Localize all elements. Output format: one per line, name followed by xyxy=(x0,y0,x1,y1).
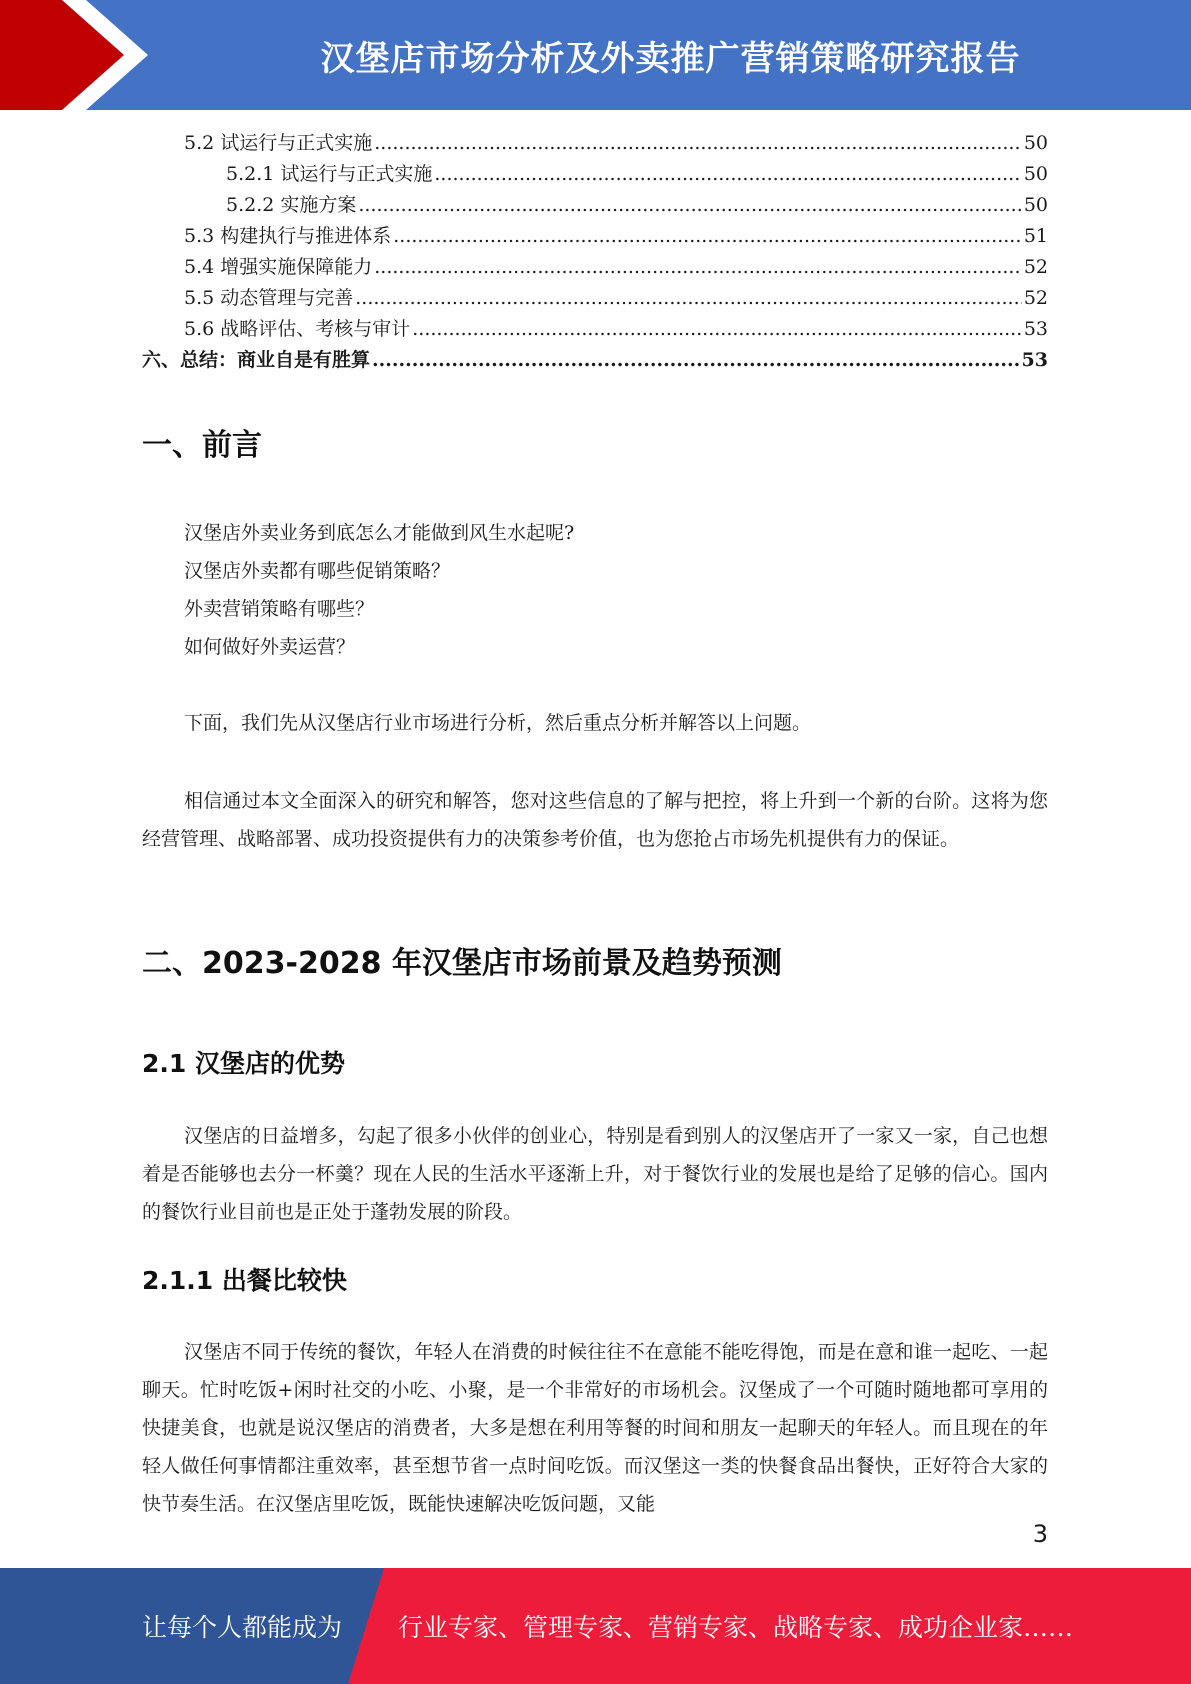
toc-entry-page: 52 xyxy=(1023,256,1048,278)
toc-entry-page: 50 xyxy=(1023,163,1048,185)
toc-entry[interactable] xyxy=(142,345,1048,376)
toc-leader xyxy=(355,283,1022,314)
toc-entry-label: 5.3 构建执行与推进体系 xyxy=(184,225,392,247)
paragraph: 下面，我们先从汉堡店行业市场进行分析，然后重点分析并解答以上问题。 xyxy=(184,712,812,734)
paragraph: 汉堡店不同于传统的餐饮，年轻人在消费的时候往往不在意能不能吃得饱，而是在意和谁一起吃、一起聊天。忙时吃饭+闲时社交的小吃、小聚，是一个非常好的市场机会。汉堡成了一个可随时随地都可享用的快捷美食，也就是说汉堡店的消费者，大多是想在利用等餐的时间和朋友一起聊天的年轻人。而且现在的年轻人做任何事情都注重效率，甚至想节省一点时间吃饭。而汉堡这一类的快餐食品出餐快，正好符合大家的快节奏生活。在汉堡店里吃饭，既能快速解决吃饭问题，又能 xyxy=(142,1341,1048,1515)
toc-entry[interactable] xyxy=(142,221,1048,252)
toc-entry-page: 53 xyxy=(1021,349,1048,371)
toc-leader xyxy=(372,345,1020,376)
paragraph: 汉堡店的日益增多，勾起了很多小伙伴的创业心，特别是看到别人的汉堡店开了一家又一家，自己也想着是否能够也去分一杯羹？现在人民的生活水平逐渐上升，对于餐饮行业的发展也是给了足够的信心。国内的餐饮行业目前也是正处于蓬勃发展的阶段。 xyxy=(142,1125,1048,1223)
toc-entry-label: 5.6 战略评估、考核与审计 xyxy=(184,318,411,340)
toc-entry[interactable] xyxy=(142,190,1048,221)
toc-entry-label: 5.2 试运行与正式实施 xyxy=(184,132,373,154)
subsection-heading: 2.1 汉堡店的优势 xyxy=(142,1049,345,1078)
page-header xyxy=(0,0,1191,110)
toc-leader xyxy=(393,221,1022,252)
toc-entry-page: 50 xyxy=(1023,194,1048,216)
toc-entry[interactable] xyxy=(142,252,1048,283)
toc-entry-label: 5.2.1 试运行与正式实施 xyxy=(226,163,433,185)
toc-entry-page: 51 xyxy=(1023,225,1048,247)
table-of-contents xyxy=(142,128,1048,376)
toc-leader xyxy=(434,159,1021,190)
toc-entry-label: 5.4 增强实施保障能力 xyxy=(184,256,373,278)
footer-slogan-right: 行业专家、管理专家、营销专家、战略专家、成功企业家…… xyxy=(398,1613,1074,1642)
header-arrow-decoration xyxy=(0,0,160,110)
toc-entry[interactable] xyxy=(142,128,1048,159)
toc-entry[interactable] xyxy=(142,159,1048,190)
toc-entry-page: 53 xyxy=(1023,318,1048,340)
page-footer xyxy=(0,1568,1191,1684)
section-heading-forecast: 二、2023-2028 年汉堡店市场前景及趋势预测 xyxy=(142,946,782,981)
subsection-heading: 2.1.1 出餐比较快 xyxy=(142,1266,347,1295)
toc-entry-page: 50 xyxy=(1023,132,1048,154)
report-title: 汉堡店市场分析及外卖推广营销策略研究报告 xyxy=(320,38,1021,79)
toc-entry[interactable] xyxy=(142,314,1048,345)
page-number: 3 xyxy=(1032,1520,1048,1548)
section-heading-preface: 一、前言 xyxy=(142,428,262,463)
toc-leader xyxy=(412,314,1022,345)
question-item: 外卖营销策略有哪些？ xyxy=(184,598,375,620)
toc-entry-page: 52 xyxy=(1023,287,1048,309)
toc-leader xyxy=(358,190,1021,221)
toc-entry-label: 5.2.2 实施方案 xyxy=(226,194,357,216)
toc-entry[interactable] xyxy=(142,283,1048,314)
footer-slogan-left: 让每个人都能成为 xyxy=(142,1613,343,1642)
toc-leader xyxy=(374,252,1022,283)
paragraph: 相信通过本文全面深入的研究和解答，您对这些信息的了解与把控，将上升到一个新的台阶。这将为您经营管理、战略部署、成功投资提供有力的决策参考价值，也为您抢占市场先机提供有力的保证。 xyxy=(142,790,1048,850)
question-item: 汉堡店外卖都有哪些促销策略？ xyxy=(184,560,451,582)
toc-entry-label: 5.5 动态管理与完善 xyxy=(184,287,354,309)
question-item: 如何做好外卖运营？ xyxy=(184,636,356,658)
question-item: 汉堡店外卖业务到底怎么才能做到风生水起呢? xyxy=(184,522,575,544)
toc-entry-label: 六、总结：商业自是有胜算 xyxy=(142,349,371,371)
toc-leader xyxy=(374,128,1022,159)
